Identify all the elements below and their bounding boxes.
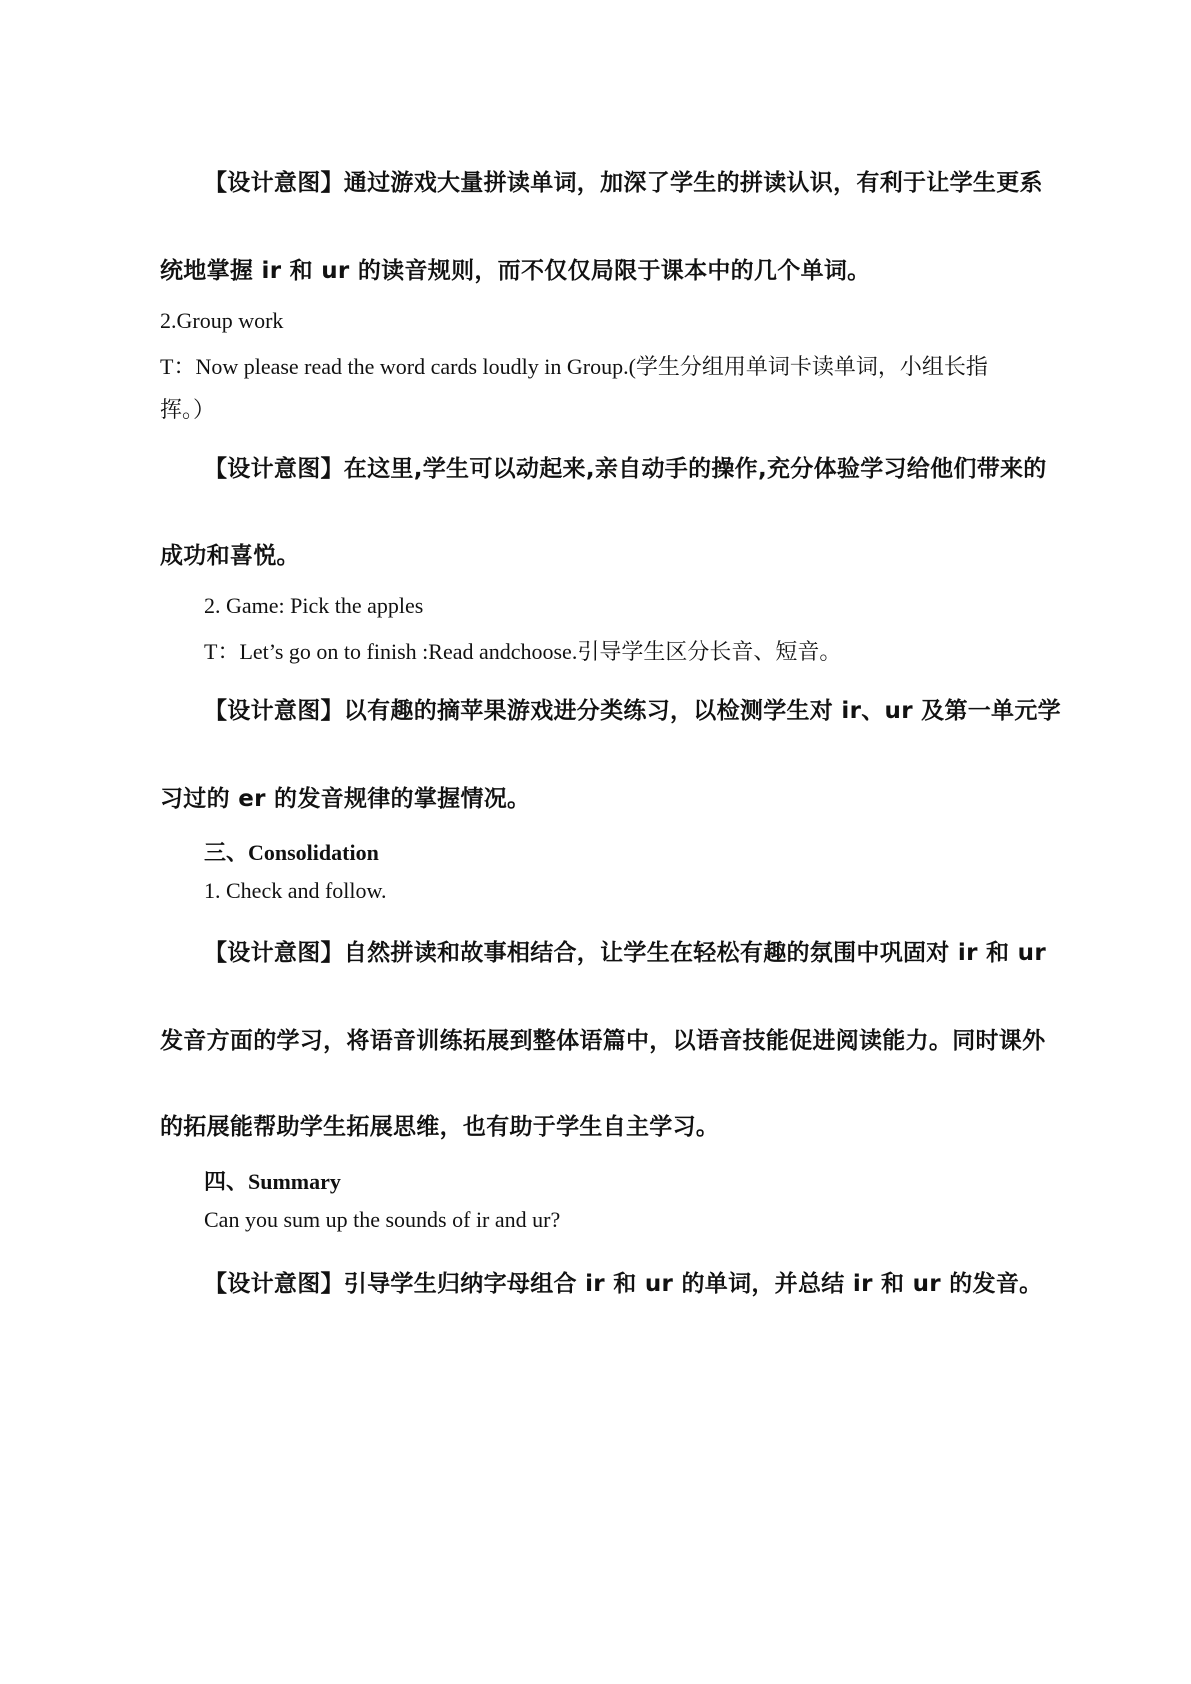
group-work-instruction-line-1: T：Now please read the word cards loudly in Group.(学生分组用单词卡读单词，小组长指 [160,354,988,379]
summary-heading: 四、Summary [204,1169,341,1194]
consolidation-heading: 三、Consolidation [204,840,379,865]
design-intent-1-line-1: 【设计意图】通过游戏大量拼读单词，加深了学生的拼读认识，有利于让学生更系 [204,170,1043,196]
design-intent-4-line-2: 发音方面的学习，将语音训练拓展到整体语篇中，以语音技能促进阅读能力。同时课外 [160,1028,1046,1054]
group-work-instruction-line-2: 挥。） [160,397,216,422]
design-intent-2-line-2: 成功和喜悦。 [160,543,300,569]
consolidation-item: 1. Check and follow. [204,878,387,903]
design-intent-2-line-1: 【设计意图】在这里,学生可以动起来,亲自动手的操作,充分体验学习给他们带来的 [204,456,1047,482]
group-work-title: 2.Group work [160,308,284,333]
game-instruction: T：Let’s go on to finish :Read andchoose.引导学生区分长音、短音。 [204,639,842,664]
design-intent-5-line-1: 【设计意图】引导学生归纳字母组合 ir 和 ur 的单词，并总结 ir 和 ur 的发音。 [204,1271,1043,1297]
design-intent-3-line-2: 习过的 er 的发音规律的掌握情况。 [160,786,531,812]
game-title: 2. Game: Pick the apples [204,593,424,618]
design-intent-4-line-1: 【设计意图】自然拼读和故事相结合，让学生在轻松有趣的氛围中巩固对 ir 和 ur [204,940,1046,966]
design-intent-4-line-3: 的拓展能帮助学生拓展思维，也有助于学生自主学习。 [160,1114,720,1140]
design-intent-3-line-1: 【设计意图】以有趣的摘苹果游戏进分类练习，以检测学生对 ir、ur 及第一单元学 [204,698,1061,724]
summary-question: Can you sum up the sounds of ir and ur? [204,1207,561,1232]
design-intent-1-line-2: 统地掌握 ir 和 ur 的读音规则，而不仅仅局限于课本中的几个单词。 [160,258,871,284]
